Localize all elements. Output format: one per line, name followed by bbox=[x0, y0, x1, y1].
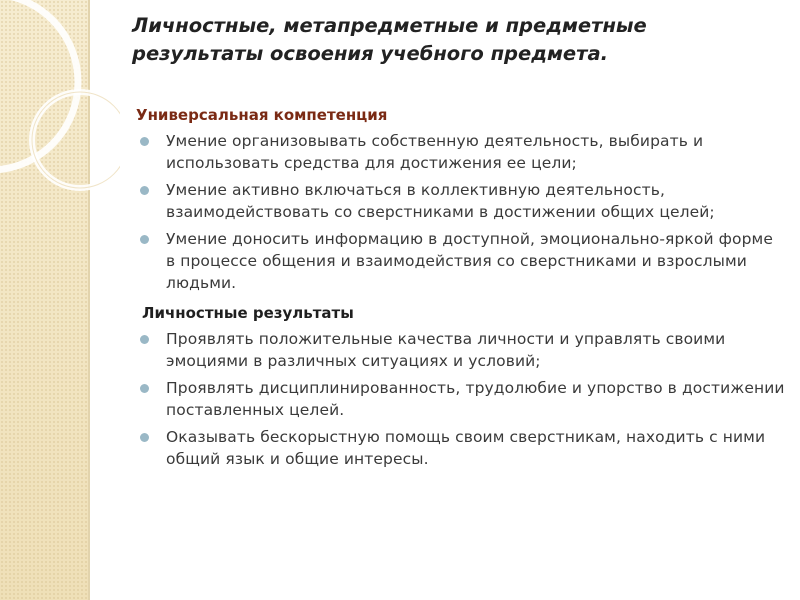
list-item bbox=[136, 377, 786, 421]
universal-competence-list bbox=[136, 130, 786, 294]
bullet-icon bbox=[140, 137, 149, 146]
list-item-text: Умение активно включаться в коллективную деятельность, взаимодействовать со сверстниками в достижении общих целей; bbox=[166, 181, 715, 221]
bullet-icon bbox=[140, 384, 149, 393]
slide-content bbox=[136, 104, 786, 475]
section-heading-universal: Универсальная компетенция bbox=[136, 106, 388, 124]
list-item bbox=[136, 228, 786, 294]
list-item bbox=[136, 130, 786, 174]
bullet-icon bbox=[140, 186, 149, 195]
list-item-text: Умение организовывать собственную деятельность, выбирать и использовать средства для достижения ее цели; bbox=[166, 132, 704, 172]
list-item bbox=[136, 426, 786, 470]
list-item-text: Проявлять дисциплинированность, трудолюбие и упорство в достижении поставленных целей. bbox=[166, 379, 785, 419]
decorative-rings-icon bbox=[0, 0, 120, 220]
bullet-icon bbox=[140, 433, 149, 442]
bullet-icon bbox=[140, 335, 149, 344]
bullet-icon bbox=[140, 235, 149, 244]
list-item bbox=[136, 179, 786, 223]
list-item-text: Проявлять положительные качества личности и управлять своими эмоциями в различных ситуациях и условий; bbox=[166, 330, 726, 370]
list-item-text: Умение доносить информацию в доступной, эмоционально-яркой форме в процессе общения и взаимодействия со сверстниками и взрослыми людьми. bbox=[166, 230, 773, 292]
slide-title: Личностные, метапредметные и предметные результаты освоения учебного предмета. bbox=[132, 14, 647, 65]
list-item-text: Оказывать бескорыстную помощь своим сверстникам, находить с ними общий язык и общие интересы. bbox=[166, 428, 766, 468]
list-item bbox=[136, 328, 786, 372]
personal-results-list bbox=[136, 328, 786, 470]
section-heading-personal: Личностные результаты bbox=[142, 304, 354, 322]
